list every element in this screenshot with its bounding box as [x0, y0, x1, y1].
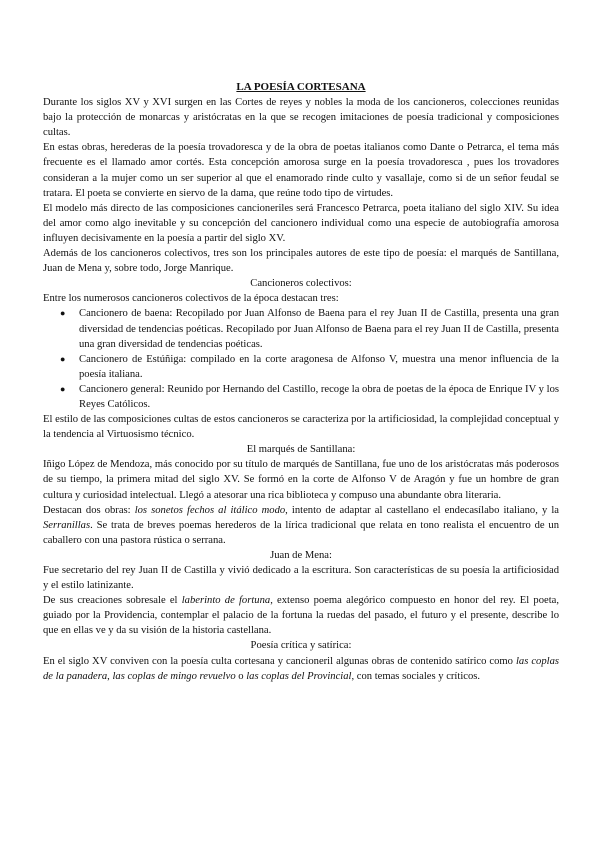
work-title: las coplas de la panadera [43, 655, 560, 682]
colectivos-lead: Entre los numerosos cancioneros colectivos de la época destacan tres: [43, 293, 339, 305]
santillana-paragraph-2 [43, 503, 559, 548]
cancioneros-list [43, 306, 559, 412]
text-run: , extenso poema alegórico compuesto en honor del rey. El poeta, guiado por la Providencia, contemplar el palacio de la fortuna la ruedas del pasado, el futuro y el presente, describe lo que en ellas ve y da su visión de la historia castellana. [43, 595, 559, 637]
text-run: , con temas sociales y críticos. [351, 670, 481, 682]
intro-paragraph-4: Además de los cancioneros colectivos, tres son los principales autores de este tipo de poesía: el marqués de Santillana, Juan de Mena y, sobre todo, Jorge Manrique. [43, 248, 559, 275]
text-run: . Se trata de breves poemas herederos de la lírica tradicional que relata en tono realista el encuentro de un caballero con una pastora rústica o serrana. [43, 519, 559, 546]
section-title-mena: Juan de Mena: [270, 549, 332, 561]
work-title: las coplas de mingo revuelvo [112, 670, 236, 682]
document-page [43, 80, 559, 684]
mena-paragraph-1: Fue secretario del rey Juan II de Castilla y vivió dedicado a la escritura. Son características de su poesía la artificiosidad y el estilo latinizante. [43, 565, 559, 592]
document-title: LA POESÍA CORTESANA [236, 81, 366, 93]
work-title: los sonetos fechos al itálico modo [134, 504, 286, 516]
text-run: , intento de adaptar al castellano el endecasílabo italiano, y la [285, 504, 559, 516]
text-run: o [235, 670, 247, 682]
text-run: , [107, 670, 113, 682]
section-title-colectivos: Cancioneros colectivos: [250, 278, 352, 290]
text-run: De sus creaciones sobresale el [43, 595, 182, 607]
list-item: ● Cancionero general: Reunido por Hernando del Castillo, recoge la obra de poetas de la época de Enrique IV y los Reyes Católicos. [79, 382, 559, 412]
santillana-paragraph-1: Iñigo López de Mendoza, más conocido por su título de marqués de Santillana, fue uno de los aristócratas más poderosos de su tiempo, la primera mitad del siglo XV. Se formó en la corte de Alfonso V de Aragón y fue un hombre de gran cultura y curiosidad intelectual. Llegó a atesorar una rica biblioteca y compuso una abundante obra literaria. [43, 459, 559, 501]
mena-paragraph-2 [43, 593, 559, 638]
satirica-paragraph [43, 654, 559, 684]
list-item: ● Cancionero de Estúñiga: compilado en la corte aragonesa de Alfonso V, muestra una menor influencia de la poesía italiana. [79, 352, 559, 382]
section-title-santillana: El marqués de Santillana: [246, 444, 356, 456]
work-title: Serranillas [43, 519, 91, 531]
work-title: laberinto de fortuna [181, 595, 271, 607]
text-run: En el siglo XV conviven con la poesía culta cortesana y cancioneril algunas obras de contenido satírico como [43, 655, 516, 667]
intro-paragraph-1: Durante los siglos XV y XVI surgen en las Cortes de reyes y nobles la moda de los cancioneros, colecciones reunidas bajo la protección de monarcas y aristócratas en la que se recogen imitaciones de poesía tradicional y composiciones cultas. [43, 97, 559, 139]
intro-paragraph-2: En estas obras, herederas de la poesía trovadoresca y de la obra de poetas italianos como Dante o Petrarca, el tema más frecuente es el llamado amor cortés. Esta concepción amorosa surge en la poesía trovadoresca , pues los trovadores consideran a la mujer como un ser superior al que el enamorado rinde culto y vasallaje, como si de un señor feudal se tratara. El poeta se convierte en siervo de la dama, que reúne todo tipo de virtudes. [43, 142, 559, 199]
text-run: Destacan dos obras: [43, 504, 135, 516]
intro-paragraph-3: El modelo más directo de las composiciones cancioneriles será Francesco Petrarca, poeta italiano del siglo XIV. Su idea del amor como algo inevitable y su concepción del cancionero individual como una especie de autobiografía amorosa influyen decisivamente en la poesía a partir del siglo XV. [43, 202, 559, 244]
list-item: ● Cancionero de baena: Recopilado por Juan Alfonso de Baena para el rey Juan II de Castilla, presenta una gran diversidad de tendencias poéticas. Recopilado por Juan Alfonso de Baena para el rey Juan II de Castilla, presenta una gran diversidad de tendencias poéticas. [79, 306, 559, 351]
section-title-satirica: Poesía crítica y satírica: [250, 640, 352, 652]
work-title: las coplas del Provincial [246, 670, 352, 682]
colectivos-closing: El estilo de las composiciones cultas de estos cancioneros se caracteriza por la artificiosidad, la complejidad conceptual y la tendencia al Virtuosismo técnico. [43, 414, 559, 441]
